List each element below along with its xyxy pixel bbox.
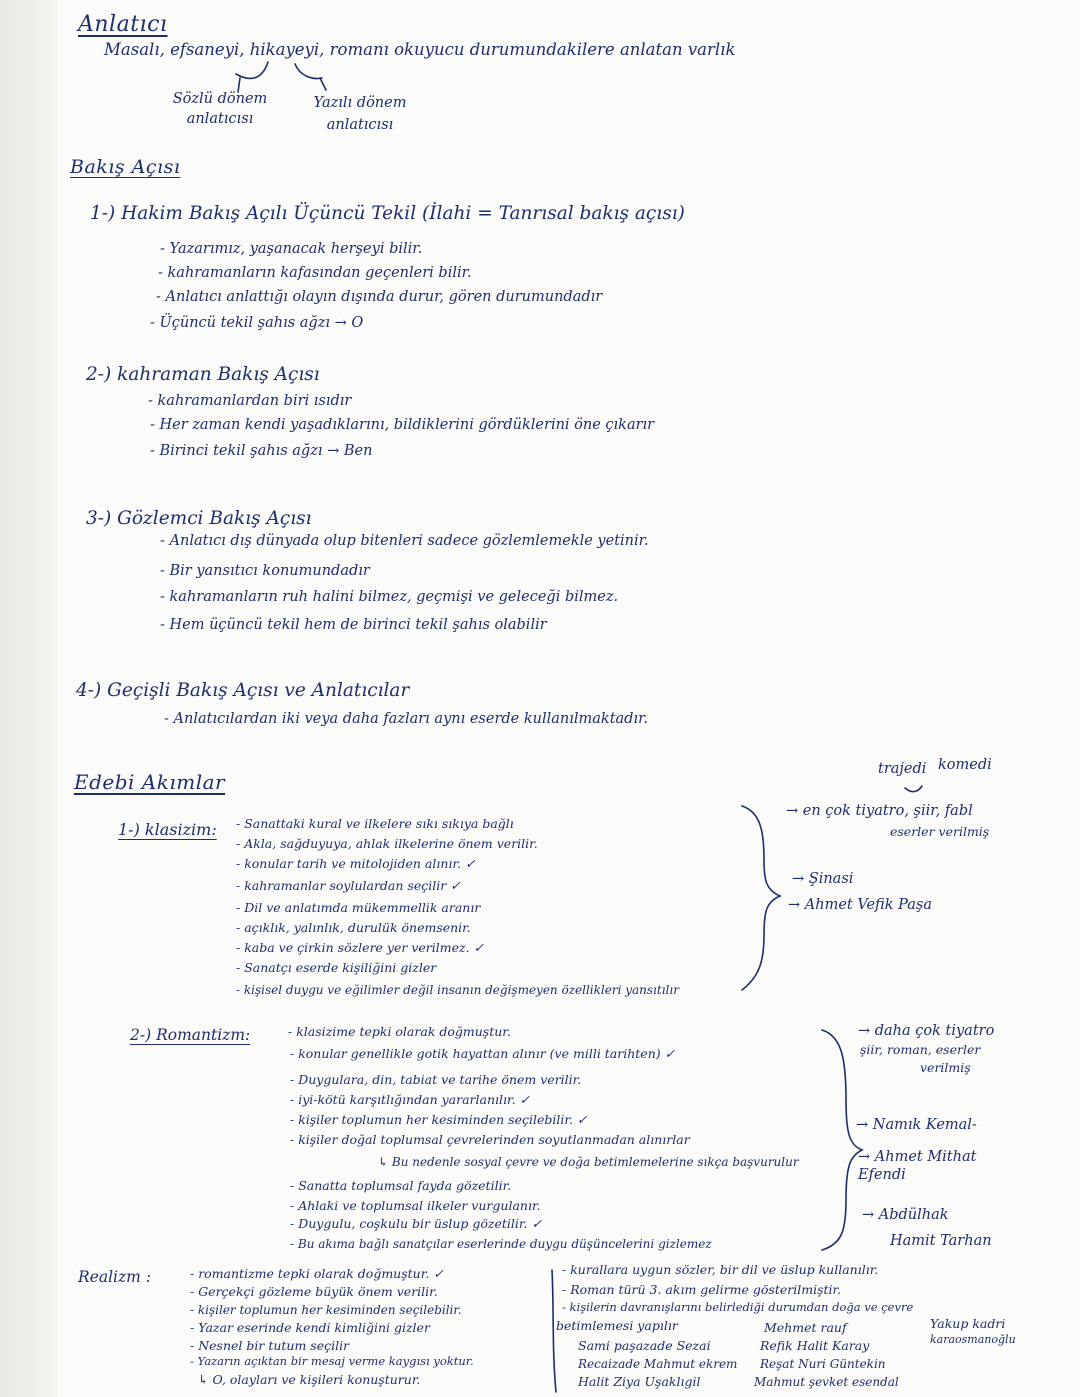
klasisizm-item-6: - açıklık, yalınlık, durulük önemsenir. (236, 920, 471, 935)
klasisizm-item-9: - kişisel duygu ve eğilimler değil insanın değişmeyen özellikleri yansıtılır (236, 983, 679, 997)
section-1-item-2: - kahramanların kafasından geçenleri bilir. (158, 265, 472, 281)
branch-left-stroke (236, 62, 268, 92)
realizm-left-item-3: - kişiler toplumun her kesiminden seçilebilir. (190, 1303, 462, 1317)
anlatici-title: Anlatıcı (78, 12, 168, 37)
romantizm-item-11: - Bu akıma bağlı sanatçılar eserlerinde duygu düşüncelerini gizlemez (290, 1237, 712, 1251)
realizm-left-item-7: ↳ O, olayları ve kişileri konuşturur. (198, 1372, 421, 1387)
klasisizm-note-komedi: komedi (938, 757, 992, 773)
romantizm-item-7: ↳ Bu nedenle sosyal çevre ve doğa betimlemelerine sıkça başvurulur (378, 1155, 799, 1169)
section-2-item-3: - Birinci tekil şahıs ağzı → Ben (150, 443, 373, 459)
realizm-right-item-3: - kişilerin davranışlarını belirlediği durumdan doğa ve çevre (562, 1300, 914, 1314)
romantizm-item-5: - kişiler toplumun her kesiminden seçilebilir. ✓ (290, 1112, 588, 1127)
klasisizm-brace (742, 806, 780, 990)
klasisizm-item-5: - Dil ve anlatımda mükemmellik aranır (236, 900, 481, 915)
romantizm-item-8: - Sanatta toplumsal fayda gözetilir. (290, 1178, 512, 1193)
romantizm-name-1: → Namık Kemal- (856, 1117, 977, 1133)
romantizm-name-2: → Ahmet Mithat Efendi (858, 1149, 977, 1184)
section-3-item-4: - Hem üçüncü tekil hem de birinci tekil şahıs olabilir (160, 617, 547, 633)
romantizm-label: 2-) Romantizm: (130, 1026, 251, 1044)
klasisizm-note-eserler: eserler verilmiş (890, 824, 990, 839)
realizm-label: Realizm : (78, 1268, 152, 1286)
romantizm-brace (822, 1030, 862, 1250)
romantizm-item-3: - Duygulara, din, tabiat ve tarihe önem verilir. (290, 1072, 582, 1087)
section-2-item-2: - Her zaman kendi yaşadıklarını, bildiklerini gördüklerini öne çıkarır (150, 417, 655, 433)
realizm-left-item-1: - romantizme tepki olarak doğmuştur. ✓ (190, 1266, 444, 1281)
realizm-name-ekrem: Recaizade Mahmut ekrem (578, 1357, 738, 1371)
section-4-heading: 4-) Geçişli Bakış Açısı ve Anlatıcılar (76, 680, 410, 701)
section-3-item-2: - Bir yansıtıcı konumundadır (160, 563, 370, 579)
realizm-name-yakup: Yakup kadri (930, 1316, 1006, 1331)
klasisizm-note-trajedi: trajedi (878, 761, 927, 777)
branch-left-line2: anlatıcısı (186, 111, 254, 127)
romantizm-item-2: - konular genellikle gotik hayattan alınır (ve milli tarihten) ✓ (290, 1046, 676, 1061)
realizm-name-halit-ziya: Halit Ziya Uşaklıgil (578, 1374, 701, 1389)
klasisizm-name-1: → Şinasi (792, 871, 854, 887)
realizm-left-item-4: - Yazar eserinde kendi kimliğini gizler (190, 1320, 430, 1335)
section-2-item-1: - kahramanlardan biri ısıdır (148, 393, 352, 409)
klasisizm-name-2: → Ahmet Vefik Paşa (788, 897, 932, 913)
anlatici-definition: Masalı, efsaneyi, hikayeyi, romanı okuyucu durumundakilere anlatan varlık (104, 40, 736, 59)
realizm-left-item-6: - Yazarın açıktan bir mesaj verme kaygısı yoktur. (190, 1354, 474, 1368)
realizm-right-item-4: betimlemesi yapılır (556, 1318, 678, 1333)
romantizm-note-1: → daha çok tiyatro (858, 1023, 995, 1039)
section-1-item-1: - Yazarımız, yaşanacak herşeyi bilir. (160, 241, 423, 257)
romantizm-item-6: - kişiler doğal toplumsal çevrelerinden soyutlanmadan alınırlar (290, 1132, 690, 1147)
realizm-name-esendal: Mahmut şevket esendal (754, 1375, 899, 1389)
klasisizm-note-genres: → en çok tiyatro, şiir, fabl (786, 803, 973, 819)
realizm-name-sezai: Sami paşazade Sezai (578, 1338, 711, 1353)
klasisizm-item-4: - kahramanlar soylulardan seçilir ✓ (236, 878, 461, 893)
realizm-left-item-5: - Nesnel bir tutum seçilir (190, 1338, 350, 1353)
realizm-name-guntekin: Reşat Nuri Güntekin (760, 1357, 886, 1371)
romantizm-item-4: - iyi-kötü karşıtlığından yararlanılır. ✓ (290, 1092, 531, 1107)
romantizm-item-10: - Duygulu, coşkulu bir üslup gözetilir. ✓ (290, 1216, 542, 1231)
romantizm-item-9: - Ahlaki ve toplumsal ilkeler vurgulanır. (290, 1198, 541, 1213)
trajedi-arrow (905, 786, 922, 792)
romantizm-item-1: - klasizime tepki olarak doğmuştur. (288, 1024, 511, 1039)
section-1-item-4: - Üçüncü tekil şahıs ağzı → O (150, 315, 364, 331)
realizm-name-rauf: Mehmet rauf (764, 1320, 847, 1335)
realizm-name-karay: Refik Halit Karay (760, 1338, 870, 1353)
romantizm-name-3: → Abdülhak (862, 1207, 949, 1223)
romantizm-note-2: şiir, roman, eserler (860, 1042, 981, 1057)
section-1-item-3: - Anlatıcı anlattığı olayın dışında durur, gören durumundadır (156, 289, 603, 305)
section-3-item-1: - Anlatıcı dış dünyada olup bitenleri sadece gözlemlemekle yetinir. (160, 533, 649, 549)
klasisizm-item-3: - konular tarih ve mitolojiden alınır. ✓ (236, 856, 476, 871)
klasisizm-item-2: - Akla, sağduyuya, ahlak ilkelerine önem verilir. (236, 836, 538, 851)
klasisizm-item-7: - kaba ve çirkin sözlere yer verilmez. ✓ (236, 940, 485, 955)
section-3-item-3: - kahramanların ruh halini bilmez, geçmişi ve geleceği bilmez. (160, 589, 619, 605)
branch-right-line1: Yazılı dönem (313, 95, 407, 111)
realizm-left-item-2: - Gerçekçi gözleme büyük önem verilir. (190, 1284, 438, 1299)
baki-acisi-title: Bakış Açısı (70, 156, 181, 178)
romantizm-note-3: verilmiş (920, 1060, 971, 1075)
realizm-name-karaosmanoglu: karaosmanoğlu (930, 1333, 1016, 1346)
klasisizm-item-1: - Sanattaki kural ve ilkelere sıkı sıkıya bağlı (236, 816, 514, 831)
section-4-item-1: - Anlatıcılardan iki veya daha fazları aynı eserde kullanılmaktadır. (164, 711, 649, 727)
klasisizm-item-8: - Sanatçı eserde kişiliğini gizler (236, 960, 437, 975)
edebi-akimlar-title: Edebi Akımlar (74, 770, 226, 794)
section-1-heading: 1-) Hakim Bakış Açılı Üçüncü Tekil (İlahi = Tanrısal bakış açısı) (90, 203, 685, 224)
section-3-heading: 3-) Gözlemci Bakış Açısı (86, 508, 312, 529)
section-2-heading: 2-) kahraman Bakış Açısı (86, 364, 320, 385)
branch-right-stroke (295, 64, 326, 90)
romantizm-name-4: Hamit Tarhan (890, 1233, 992, 1249)
realizm-right-item-1: - kurallara uygun sözler, bir dil ve üslup kullanılır. (562, 1262, 879, 1277)
realizm-right-item-2: - Roman türü 3. akım gelirme gösterilmiştir. (562, 1282, 842, 1297)
klasisizm-label: 1-) klasizim: (118, 820, 217, 839)
branch-right-line2: anlatıcısı (326, 117, 394, 133)
branch-left-line1: Sözlü dönem (172, 91, 268, 107)
